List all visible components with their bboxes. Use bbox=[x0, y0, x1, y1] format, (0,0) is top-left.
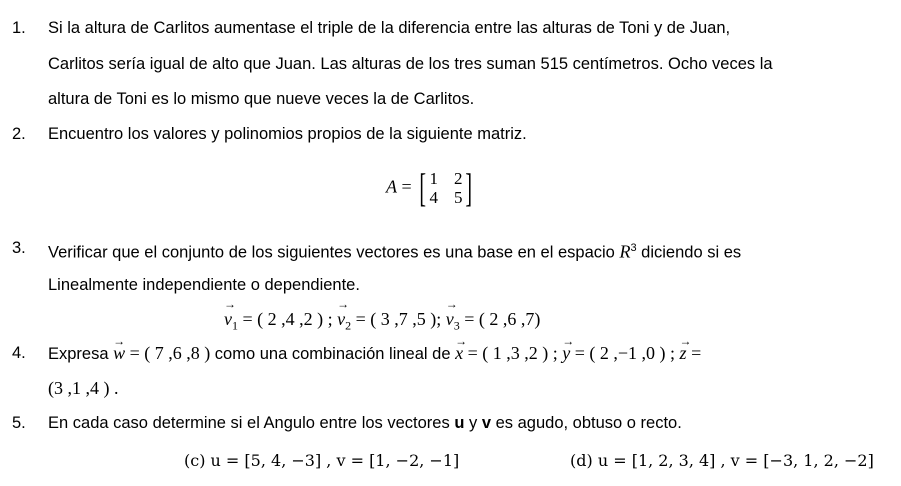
vector-x-value: = ( 1 ,3 ,2 ) ; bbox=[463, 343, 563, 363]
vector-y: → y bbox=[562, 343, 570, 363]
item-number: 2. bbox=[12, 125, 26, 143]
item-4-text-a: Expresa bbox=[48, 345, 114, 363]
item-5-text-a: En cada caso determine si el Angulo entre los vectores bbox=[48, 414, 455, 432]
vector-1 bbox=[224, 309, 338, 333]
space-symbol: R bbox=[619, 241, 631, 262]
item-4-line-1 bbox=[48, 343, 701, 364]
vector-v-label: v bbox=[481, 414, 492, 432]
vector-index: 3 bbox=[453, 318, 460, 333]
matrix-equation bbox=[386, 165, 476, 210]
vector-symbol: → v bbox=[337, 309, 345, 330]
matrix-grid bbox=[429, 169, 462, 207]
item-3-text-a: Verificar que el conjunto de los siguientes vectores es una base en el espacio bbox=[48, 243, 620, 262]
equals-sign: = bbox=[397, 176, 417, 197]
matrix-cell: 4 bbox=[429, 188, 438, 207]
vector-w: → w bbox=[113, 343, 125, 363]
matrix-name: A bbox=[386, 176, 397, 197]
vector-symbol: → v bbox=[224, 309, 232, 330]
item-number: 5. bbox=[12, 414, 26, 432]
right-bracket: ] bbox=[465, 165, 473, 210]
item-3-line-1 bbox=[48, 238, 741, 263]
matrix-cell: 2 bbox=[453, 169, 463, 188]
vector-index: 1 bbox=[232, 318, 238, 333]
vector-symbol: → v bbox=[446, 309, 454, 330]
item-number: 3. bbox=[12, 239, 26, 257]
vector-value: = ( 2 ,6 ,7) bbox=[459, 309, 541, 329]
item-5-line-1 bbox=[48, 413, 682, 433]
vector-set bbox=[224, 309, 540, 334]
item-number: 1. bbox=[12, 19, 26, 37]
matrix-A bbox=[416, 165, 476, 210]
vector-z: → z bbox=[680, 343, 687, 363]
vector-value: = ( 3 ,7 ,5 ); bbox=[351, 309, 446, 329]
space-exponent: 3 bbox=[630, 242, 637, 254]
left-bracket: [ bbox=[419, 165, 427, 210]
matrix-cell: 5 bbox=[453, 188, 463, 207]
item-1-line-1: Si la altura de Carlitos aumentase el triple de la diferencia entre las alturas de Toni y de Juan, bbox=[48, 19, 731, 37]
item-5-and: y bbox=[464, 414, 482, 432]
vector-value: = ( 2 ,4 ,2 ) ; bbox=[238, 309, 338, 329]
item-3-text-b: diciendo si es bbox=[636, 243, 742, 262]
vector-w-value: = ( 7 ,6 ,8 ) bbox=[125, 343, 215, 363]
vector-3 bbox=[445, 309, 541, 333]
item-4-text-b: como una combinación lineal de bbox=[214, 345, 456, 363]
vector-y-value: = ( 2 ,−1 ,0 ) ; bbox=[570, 343, 680, 363]
item-3-line-2: Linealmente independiente o dependiente. bbox=[48, 276, 360, 294]
item-1-line-2: Carlitos sería igual de alto que Juan. Las alturas de los tres suman 515 centímetros. Ocho veces la bbox=[48, 55, 773, 73]
item-1-line-3: altura de Toni es lo mismo que nueve veces la de Carlitos. bbox=[48, 90, 475, 108]
item-2-line-1: Encuentro los valores y polinomios propios de la siguiente matriz. bbox=[48, 125, 527, 143]
vector-z-equals: = bbox=[686, 343, 702, 363]
matrix-cell: 1 bbox=[429, 169, 438, 188]
vector-x: → x bbox=[455, 343, 463, 363]
case-c: (c) u = [5, 4, −3] , v = [1, −2, −1] bbox=[184, 451, 460, 470]
vector-2 bbox=[337, 309, 446, 333]
item-number: 4. bbox=[12, 344, 26, 362]
vector-z-value: (3 ,1 ,4 ) . bbox=[48, 378, 119, 398]
item-5-text-b: es agudo, obtuso o recto. bbox=[491, 414, 682, 432]
vector-index: 2 bbox=[345, 318, 352, 333]
case-d: (d) u = [1, 2, 3, 4] , v = [−3, 1, 2, −2] bbox=[570, 451, 874, 470]
vector-u-label: u bbox=[454, 414, 465, 432]
